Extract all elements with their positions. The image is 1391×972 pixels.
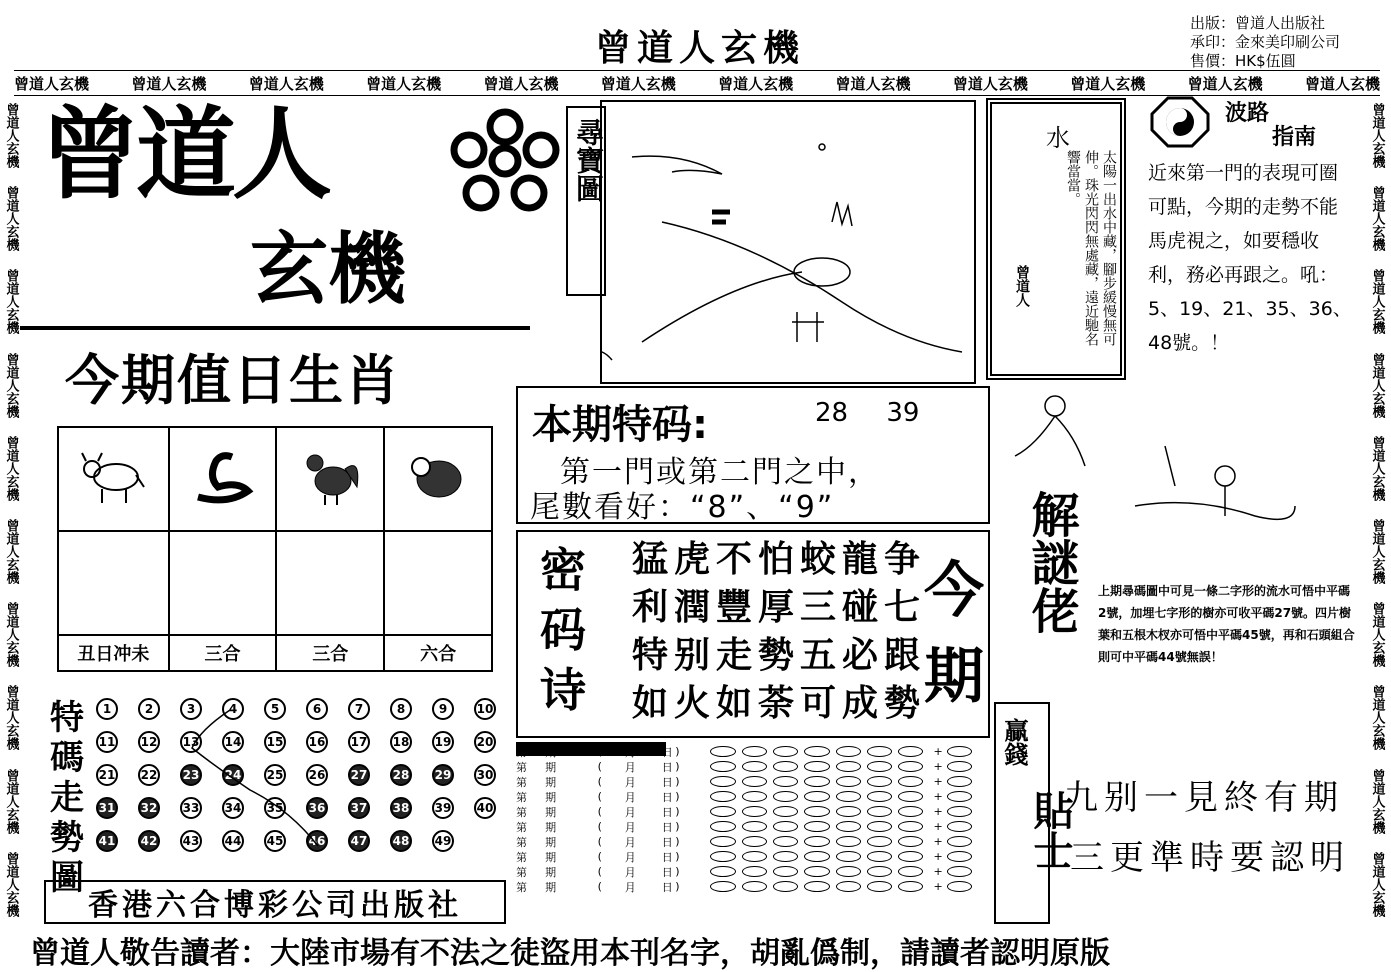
printer-line: 承印：金來美印刷公司: [1190, 33, 1341, 51]
border-text: 曾道人玄機: [3, 186, 19, 252]
record-oval: [742, 806, 767, 817]
zodiac-title: 今期值日生肖: [65, 349, 401, 412]
border-text: 曾道人玄機: [952, 74, 1028, 93]
record-oval: [867, 761, 892, 772]
border-text: 曾道人玄機: [1369, 519, 1385, 585]
record-oval: [742, 776, 767, 787]
poem-side-label: 今期: [924, 556, 984, 712]
record-oval: [867, 881, 892, 892]
record-oval: [898, 791, 923, 802]
record-oval: [742, 836, 767, 847]
number-ball: 25: [264, 764, 286, 786]
number-ball: 40: [474, 797, 496, 819]
border-text: 曾道人玄機: [3, 435, 19, 501]
record-row: 第 期 ( 月 日 ) +: [516, 759, 978, 774]
zodiac-relation: 三合: [169, 635, 277, 671]
border-text: 曾道人玄機: [131, 74, 207, 93]
border-text: 曾道人玄機: [14, 74, 90, 93]
footer-notice: 曾道人敬告讀者：大陸市場有不法之徒盜用本刊名字，胡亂僞制，請讀者認明原版: [30, 936, 1110, 971]
record-oval: [742, 851, 767, 862]
number-ball: 22: [138, 764, 160, 786]
number-ball: 28: [390, 764, 412, 786]
number-ball: 46: [306, 830, 328, 852]
record-oval: [773, 746, 798, 757]
border-text: 曾道人玄機: [3, 103, 19, 169]
number-ball: 13: [180, 731, 202, 753]
number-ball: 16: [306, 731, 328, 753]
record-oval: [867, 776, 892, 787]
poem-line: 猛虎不怕蛟龍争: [632, 539, 927, 580]
border-text: 曾道人玄機: [3, 519, 19, 585]
record-oval: [804, 791, 829, 802]
record-oval: [742, 881, 767, 892]
tips-line2: 三更準時要認明: [1070, 838, 1350, 878]
left-border-strip: [0, 94, 22, 926]
border-text: 曾道人玄機: [3, 269, 19, 335]
water-poem: 太陽一出水中藏，腳步緩慢無可伸。珠光閃閃無處藏，遠近馳名響當當。: [1065, 150, 1117, 346]
tips-label-right: 貼士: [1027, 790, 1073, 870]
number-ball: 34: [222, 797, 244, 819]
poem-line: 特别走勢五必跟: [632, 635, 927, 676]
number-ball: 10: [474, 698, 496, 720]
record-oval: [836, 836, 861, 847]
number-ball: 18: [390, 731, 412, 753]
number-ball: 1: [96, 698, 118, 720]
border-text: 曾道人玄機: [718, 74, 794, 93]
border-text: 曾道人玄機: [600, 74, 676, 93]
number-ball: 48: [390, 830, 412, 852]
border-text: 曾道人玄機: [1304, 74, 1380, 93]
number-ball: 30: [474, 764, 496, 786]
border-text: 曾道人玄機: [248, 74, 324, 93]
border-text: 曾道人玄機: [1369, 103, 1385, 169]
record-oval: [804, 851, 829, 862]
number-ball: 26: [306, 764, 328, 786]
record-oval: [804, 821, 829, 832]
record-oval: [710, 821, 735, 832]
record-table: [516, 744, 978, 894]
record-oval: [898, 806, 923, 817]
number-ball: 33: [180, 797, 202, 819]
number-ball: 15: [264, 731, 286, 753]
special-line2: 尾數看好：“8”、“9”: [530, 490, 835, 525]
record-oval: [836, 776, 861, 787]
border-text: 曾道人玄機: [1369, 435, 1385, 501]
number-ball: 7: [348, 698, 370, 720]
number-ball: 12: [138, 731, 160, 753]
record-oval: [947, 761, 972, 772]
border-text: 曾道人玄機: [1369, 352, 1385, 418]
border-text: 曾道人玄機: [835, 74, 911, 93]
number-ball: 21: [96, 764, 118, 786]
border-text: 曾道人玄機: [3, 768, 19, 834]
record-oval: [898, 836, 923, 847]
ox-icon: [78, 447, 148, 507]
publisher-line: 出版：曾道人出版社: [1190, 14, 1326, 32]
number-ball: 45: [264, 830, 286, 852]
special-title: 本期特码:: [532, 402, 708, 448]
record-oval: [710, 746, 735, 757]
border-text: 曾道人玄機: [1369, 685, 1385, 751]
record-oval: [947, 746, 972, 757]
record-oval: [836, 806, 861, 817]
special-line1: 第一門或第二門之中，: [560, 455, 880, 490]
number-ball: 32: [138, 797, 160, 819]
record-oval: [867, 746, 892, 757]
border-text: 曾道人玄機: [1369, 186, 1385, 252]
record-oval: [836, 791, 861, 802]
zodiac-rooster-cell: [276, 427, 384, 531]
record-oval: [773, 851, 798, 862]
record-oval: [710, 776, 735, 787]
record-oval: [710, 806, 735, 817]
record-oval: [898, 881, 923, 892]
number-ball: 4: [222, 698, 244, 720]
record-oval: [947, 791, 972, 802]
zodiac-snake-cell: [169, 427, 277, 531]
rooster-icon: [295, 447, 365, 507]
number-ball: 29: [432, 764, 454, 786]
monkey-icon: [403, 447, 473, 507]
record-oval: [742, 746, 767, 757]
number-ball: 27: [348, 764, 370, 786]
border-text: 曾道人玄機: [1070, 74, 1146, 93]
record-oval: [867, 851, 892, 862]
zodiac-monkey-cell: [384, 427, 492, 531]
record-oval: [742, 791, 767, 802]
record-oval: [898, 821, 923, 832]
treasure-label: 尋寶圖: [572, 118, 605, 202]
zodiac-relation: 六合: [384, 635, 492, 671]
number-ball: 37: [348, 797, 370, 819]
record-oval: [867, 806, 892, 817]
number-ball: 36: [306, 797, 328, 819]
tips-line1: 九别一見終有期: [1064, 778, 1344, 818]
number-ball: 11: [96, 731, 118, 753]
record-oval: [773, 806, 798, 817]
record-oval: [773, 791, 798, 802]
record-oval: [836, 761, 861, 772]
border-text: 曾道人玄機: [483, 74, 559, 93]
number-ball: 38: [390, 797, 412, 819]
right-border-strip: [1366, 94, 1388, 926]
border-text: 曾道人玄機: [1369, 602, 1385, 668]
record-row: 第 期 ( 月 日 ) +: [516, 879, 978, 894]
record-oval: [804, 836, 829, 847]
record-row: 第 期 ( 月 日 ) +: [516, 864, 978, 879]
record-oval: [867, 866, 892, 877]
record-oval: [836, 851, 861, 862]
number-ball: 42: [138, 830, 160, 852]
record-oval: [742, 866, 767, 877]
record-oval: [867, 821, 892, 832]
poem-text: [632, 536, 926, 728]
poem-line: 利潤豐厚三碰七: [632, 587, 927, 628]
record-row: 第 期 ( 月 日 ) +: [516, 834, 978, 849]
border-text: 曾道人玄機: [1369, 851, 1385, 917]
record-oval: [947, 806, 972, 817]
border-text: 曾道人玄機: [3, 602, 19, 668]
record-row: 第 期 ( 月 日 ) +: [516, 789, 978, 804]
record-oval: [804, 881, 829, 892]
record-oval: [773, 866, 798, 877]
logo-line1: 曾道人: [40, 96, 328, 213]
trend-title: 特碼走勢圖: [50, 698, 84, 898]
treasure-drawing-icon: [602, 102, 974, 382]
number-ball: 3: [180, 698, 202, 720]
tips-label-left: 贏錢: [1000, 718, 1028, 766]
number-ball: 6: [306, 698, 328, 720]
record-oval: [836, 746, 861, 757]
record-oval: [804, 776, 829, 787]
trend-line: [180, 700, 330, 860]
number-ball: 39: [432, 797, 454, 819]
record-oval: [773, 881, 798, 892]
record-oval: [710, 881, 735, 892]
newspaper-title: 曾道人玄機: [594, 28, 805, 69]
bolu-title: 波路: [1225, 101, 1270, 126]
number-ball: 31: [96, 797, 118, 819]
logo-line2: 玄機: [250, 225, 407, 315]
zodiac-table: [57, 426, 493, 672]
number-ball: 9: [432, 698, 454, 720]
record-oval: [836, 866, 861, 877]
record-oval: [947, 851, 972, 862]
record-oval: [898, 761, 923, 772]
zodiac-relation: 三合: [276, 635, 384, 671]
special-numbers: 28 39: [815, 398, 920, 428]
logo-divider: [20, 326, 530, 330]
record-oval: [773, 836, 798, 847]
record-oval: [947, 866, 972, 877]
number-ball: 47: [348, 830, 370, 852]
riddle-title: 解謎佬: [1023, 490, 1079, 634]
border-text: 曾道人玄機: [3, 352, 19, 418]
record-oval: [947, 881, 972, 892]
record-oval: [898, 746, 923, 757]
border-text: 曾道人玄機: [3, 685, 19, 751]
water-title: 水: [1046, 124, 1070, 152]
number-ball: 20: [474, 731, 496, 753]
poem-line: 如火如荼可成勢: [632, 683, 927, 724]
record-oval: [804, 761, 829, 772]
record-row: 第 期 ( 月 日 ) +: [516, 819, 978, 834]
number-ball: 19: [432, 731, 454, 753]
record-row: 第 期 ( 月 日 ) +: [516, 774, 978, 789]
record-row: 第 期 ( 月 日 ) +: [516, 744, 978, 759]
border-text: 曾道人玄機: [3, 851, 19, 917]
bolu-subtitle: 指南: [1272, 125, 1317, 150]
record-row: 第 期 ( 月 日 ) +: [516, 804, 978, 819]
border-text: 曾道人玄機: [1369, 768, 1385, 834]
record-oval: [898, 851, 923, 862]
flower-ornament-icon: [445, 105, 565, 215]
zodiac-relation: 丑日冲未: [58, 635, 169, 671]
number-ball: 24: [222, 764, 244, 786]
record-oval: [710, 761, 735, 772]
riddle-text: 上期尋碼圖中可見一條二字形的流水可悟中平碼2號，加埋七字形的樹亦可收平碼27號。四片樹葉和五根木杈亦可悟中平碼45號，再和石頭組合則可中平碼44號無誤！: [1098, 584, 1355, 664]
number-ball: 5: [264, 698, 286, 720]
border-text: 曾道人玄機: [1369, 269, 1385, 335]
zodiac-ox-cell: [58, 427, 169, 531]
poem-label: 密码诗: [540, 543, 586, 717]
number-ball: 23: [180, 764, 202, 786]
publisher-box: 香港六合博彩公司出版社: [44, 880, 506, 924]
water-signature: 曾道人: [1014, 265, 1030, 307]
record-oval: [947, 821, 972, 832]
record-oval: [710, 836, 735, 847]
number-ball: 14: [222, 731, 244, 753]
record-oval: [947, 776, 972, 787]
record-oval: [898, 866, 923, 877]
yinyang-icon: [1150, 96, 1210, 148]
record-oval: [804, 866, 829, 877]
number-ball: 43: [180, 830, 202, 852]
record-oval: [836, 821, 861, 832]
number-ball: 17: [348, 731, 370, 753]
record-oval: [773, 761, 798, 772]
record-oval: [710, 791, 735, 802]
number-ball: 49: [432, 830, 454, 852]
publication-info: [1190, 14, 1340, 71]
record-oval: [947, 836, 972, 847]
bolu-text: 近來第一門的表現可圈可點，今期的走勢不能馬虎視之，如要穩收利，務必再跟之。吼：5、19、21、35、36、48號。！: [1148, 162, 1352, 354]
record-oval: [710, 866, 735, 877]
number-ball: 2: [138, 698, 160, 720]
record-oval: [867, 791, 892, 802]
border-text: 曾道人玄機: [366, 74, 442, 93]
record-oval: [898, 776, 923, 787]
price-line: 售價：HK$伍圓: [1190, 52, 1296, 70]
snake-icon: [188, 447, 258, 507]
record-oval: [804, 746, 829, 757]
record-row: 第 期 ( 月 日 ) +: [516, 849, 978, 864]
record-oval: [836, 881, 861, 892]
record-oval: [742, 761, 767, 772]
border-text: 曾道人玄機: [1187, 74, 1263, 93]
treasure-picture: [600, 100, 976, 384]
record-oval: [742, 821, 767, 832]
top-border-strip: [14, 70, 1380, 96]
record-oval: [867, 836, 892, 847]
record-oval: [804, 806, 829, 817]
number-ball: 44: [222, 830, 244, 852]
number-ball: 35: [264, 797, 286, 819]
number-ball: 8: [390, 698, 412, 720]
record-oval: [710, 851, 735, 862]
record-oval: [773, 776, 798, 787]
number-ball: 41: [96, 830, 118, 852]
record-oval: [773, 821, 798, 832]
